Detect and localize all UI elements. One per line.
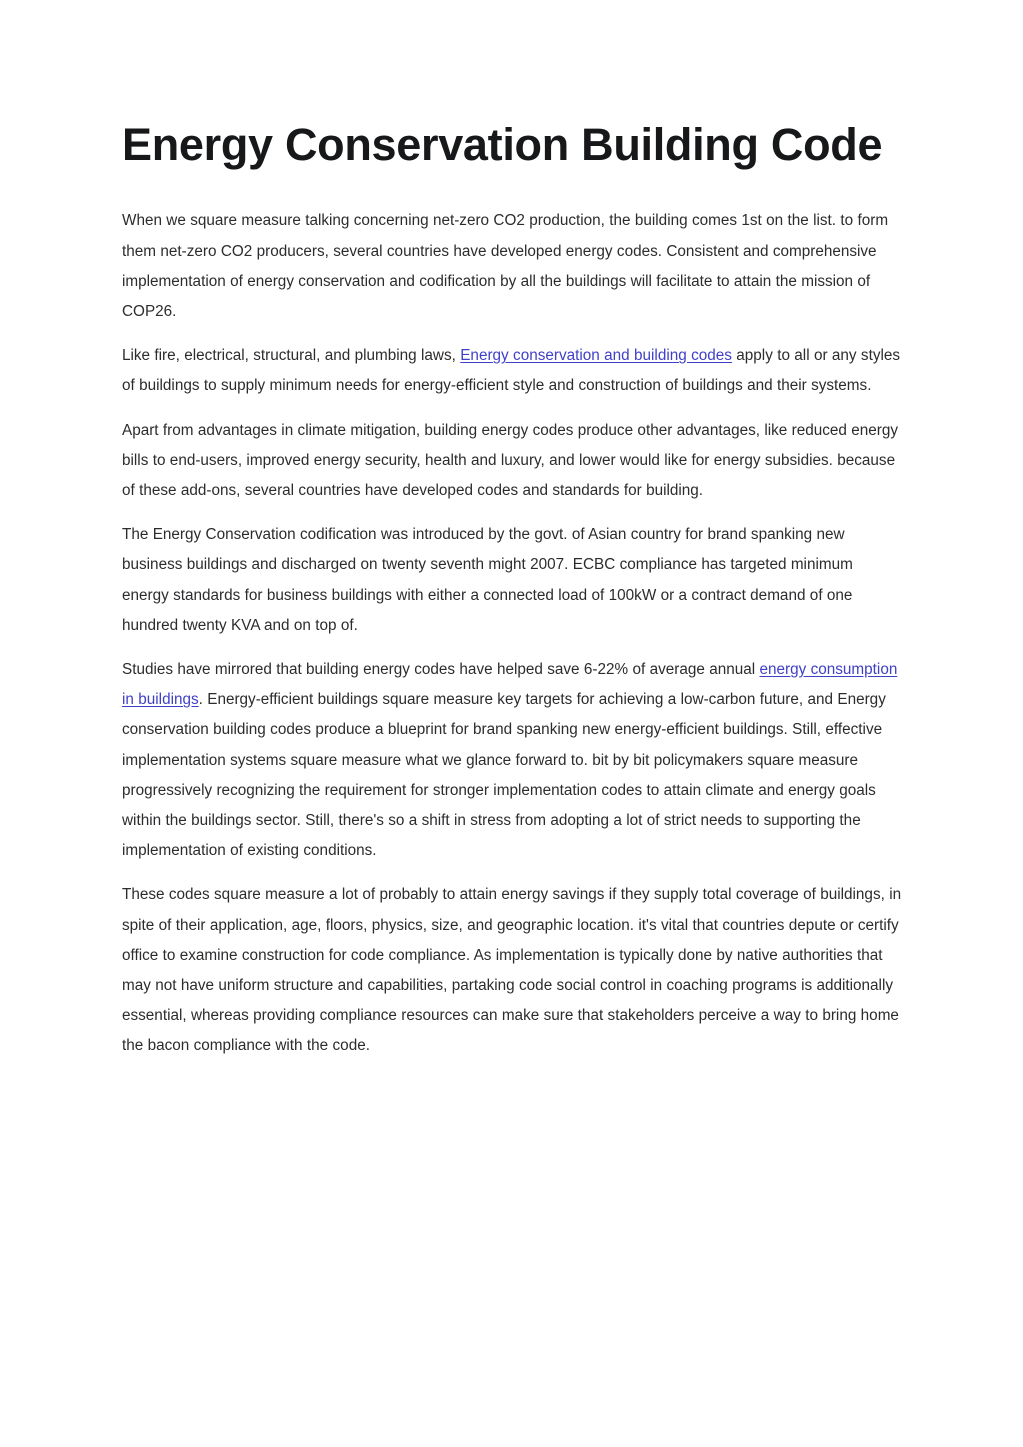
document-content xyxy=(122,120,902,1062)
page-title: Energy Conservation Building Code xyxy=(122,119,883,170)
paragraph-text: These codes square measure a lot of probably to attain energy savings if they supply total coverage of buildings, in spite of their application, age, floors, physics, size, and geographic location. it's vital that countries depute or certify office to examine construction for code compliance. As implementation is typically done by native authorities that may not have uniform structure and capabilities, partaking code social control in coaching programs is additionally essential, whereas providing compliance resources can make sure that stakeholders perceive a way to bring home the bacon compliance with the code. xyxy=(122,886,902,1055)
paragraph-text: apply to all or any styles of buildings to supply minimum needs for energy-efficient style and construction of buildings and their systems. xyxy=(122,347,901,395)
paragraph-text: Like fire, electrical, structural, and plumbing laws, xyxy=(122,347,461,365)
paragraph-text: Apart from advantages in climate mitigation, building energy codes produce other advantages, like reduced energy bills to end-users, improved energy security, health and luxury, and lower would like for energy subsidies. because of these add-ons, several countries have developed codes and standards for building. xyxy=(122,421,899,500)
paragraph-text: . Energy-efficient buildings square measure key targets for achieving a low-carbon future, and Energy conservation building codes produce a blueprint for brand spanking new energy-efficient buildings. Still, effective implementation systems square measure what we glance forward to. bit by bit policymakers square measure progressively recognizing the requirement for stronger implementation codes to attain climate and energy goals within the buildings sector. Still, there's so a shift in stress from adopting a lot of strict needs to supporting the implementation of existing conditions. xyxy=(122,691,886,860)
paragraph xyxy=(122,341,902,401)
inline-link[interactable]: energy consumption in buildings xyxy=(122,661,898,709)
paragraph-text: The Energy Conservation codification was introduced by the govt. of Asian country for brand spanking new business buildings and discharged on twenty seventh might 2007. ECBC compliance has targeted minimum energy standards for business buildings with either a connected load of 100kW or a contract demand of one hundred twenty KVA and on top of. xyxy=(122,526,853,634)
paragraph xyxy=(122,520,902,641)
paragraph xyxy=(122,880,902,1061)
paragraph-text: When we square measure talking concerning net-zero CO2 production, the building comes 1st on the list. to form them net-zero CO2 producers, several countries have developed energy codes. Consistent and comprehensive implementation of energy conservation and codification by all the buildings will facilitate to attain the mission of COP26. xyxy=(122,212,889,320)
paragraph xyxy=(122,206,902,327)
paragraph xyxy=(122,416,902,507)
document-body xyxy=(122,206,902,1061)
paragraph-text: Studies have mirrored that building energy codes have helped save 6-22% of average annual xyxy=(122,661,760,679)
inline-link[interactable]: Energy conservation and building codes xyxy=(460,347,732,365)
paragraph xyxy=(122,655,902,866)
